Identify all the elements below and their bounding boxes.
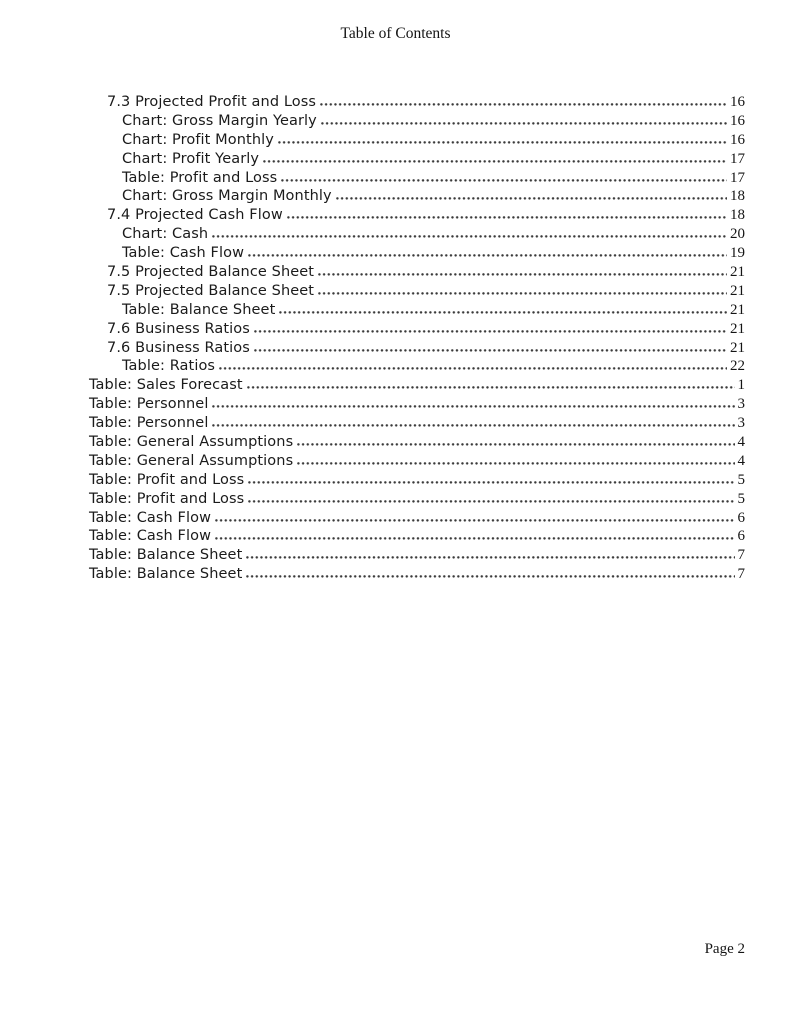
toc-entry-label: 7.6 Business Ratios	[107, 339, 250, 356]
toc-dot-leader	[279, 311, 727, 314]
toc-entry[interactable]	[89, 188, 745, 207]
toc-entry-label: Table: Balance Sheet	[89, 547, 243, 564]
toc-dot-leader	[212, 405, 734, 408]
toc-entry-page: 6	[737, 528, 745, 545]
toc-entry-page: 21	[730, 339, 745, 356]
toc-entry-page: 16	[730, 131, 745, 148]
toc-dot-leader	[297, 462, 734, 465]
toc-entry[interactable]	[89, 302, 745, 321]
toc-entry-page: 3	[737, 396, 745, 413]
toc-entry[interactable]	[89, 283, 745, 302]
toc-entry-page: 19	[730, 245, 745, 262]
toc-entry-page: 17	[730, 169, 745, 186]
toc-entry-page: 4	[737, 434, 745, 451]
toc-entry-page: 1	[737, 377, 745, 394]
toc-entry-page: 5	[737, 471, 745, 488]
toc-entry-label: Chart: Profit Yearly	[122, 150, 260, 167]
toc-entry[interactable]	[89, 547, 745, 566]
toc-entry-label: 7.5 Projected Balance Sheet	[107, 282, 315, 299]
toc-entry-label: Chart: Profit Monthly	[122, 131, 274, 148]
toc-entry-page: 20	[730, 226, 745, 243]
toc-dot-leader	[320, 103, 727, 106]
toc-entry[interactable]	[89, 434, 745, 453]
toc-entry-page: 7	[737, 566, 745, 583]
toc-dot-leader	[318, 273, 727, 276]
toc-dot-leader	[263, 160, 727, 163]
toc-entry-page: 21	[730, 264, 745, 281]
toc-entry-label: Table: Cash Flow	[89, 509, 212, 526]
toc-entry[interactable]	[89, 377, 745, 396]
toc-entry-label: Table: General Assumptions	[89, 452, 294, 469]
toc-entry-page: 16	[730, 112, 745, 129]
toc-dot-leader	[321, 122, 727, 125]
toc-entry-label: Table: Personnel	[89, 415, 209, 432]
toc-entry-page: 5	[737, 490, 745, 507]
toc-entry-label: Table: Ratios	[122, 358, 216, 375]
toc-entry-page: 21	[730, 282, 745, 299]
toc-entry[interactable]	[89, 170, 745, 189]
toc-dot-leader	[246, 556, 734, 559]
toc-entry[interactable]	[89, 321, 745, 340]
toc-entry-page: 6	[737, 509, 745, 526]
toc-dot-leader	[281, 179, 727, 182]
toc-dot-leader	[254, 349, 727, 352]
toc-dot-leader	[248, 481, 734, 484]
toc-entry[interactable]	[89, 415, 745, 434]
toc-dot-leader	[212, 235, 727, 238]
toc-entry[interactable]	[89, 94, 745, 113]
toc-entry[interactable]	[89, 453, 745, 472]
toc-entry-label: Table: Balance Sheet	[89, 566, 243, 583]
toc-entry-page: 18	[730, 207, 745, 224]
toc-dot-leader	[215, 537, 734, 540]
toc-dot-leader	[297, 443, 734, 446]
toc-entry-label: 7.5 Projected Balance Sheet	[107, 264, 315, 281]
toc-entry[interactable]	[89, 528, 745, 547]
toc-dot-leader	[246, 575, 734, 578]
toc-entry-page: 3	[737, 415, 745, 432]
toc-entry-page: 4	[737, 452, 745, 469]
toc-dot-leader	[215, 519, 734, 522]
toc-entry-label: Table: Cash Flow	[122, 245, 245, 262]
toc-entry[interactable]	[89, 566, 745, 585]
toc-entry-label: Table: Personnel	[89, 396, 209, 413]
toc-entry-page: 16	[730, 94, 745, 110]
toc-entry[interactable]	[89, 245, 745, 264]
toc-entry-page: 22	[730, 358, 745, 375]
toc-dot-leader	[287, 216, 727, 219]
page-title: Table of Contents	[340, 25, 451, 42]
toc-entry-label: Chart: Gross Margin Yearly	[122, 112, 317, 129]
toc-entry-label: Table: General Assumptions	[89, 434, 294, 451]
toc-entry-page: 17	[730, 150, 745, 167]
toc-entry[interactable]	[89, 396, 745, 415]
toc-entry[interactable]	[89, 207, 745, 226]
toc-entry-label: Table: Cash Flow	[89, 528, 212, 545]
toc-dot-leader	[219, 367, 727, 370]
toc-dot-leader	[336, 197, 727, 200]
toc-entry-label: 7.4 Projected Cash Flow	[107, 207, 283, 224]
toc-dot-leader	[248, 500, 734, 503]
toc-entry-label: 7.3 Projected Profit and Loss	[107, 94, 317, 110]
toc-dot-leader	[254, 330, 727, 333]
toc-dot-leader	[212, 424, 734, 427]
page-number-footer: Page 2	[704, 941, 745, 957]
toc-entry-label: Chart: Cash	[122, 226, 209, 243]
table-of-contents	[89, 94, 745, 585]
toc-dot-leader	[278, 141, 727, 144]
toc-entry[interactable]	[89, 491, 745, 510]
toc-entry[interactable]	[89, 510, 745, 529]
toc-entry-label: Chart: Gross Margin Monthly	[122, 188, 332, 205]
toc-entry[interactable]	[89, 151, 745, 170]
toc-entry-label: Table: Balance Sheet	[122, 301, 276, 318]
toc-entry-page: 21	[730, 320, 745, 337]
toc-entry[interactable]	[89, 113, 745, 132]
toc-dot-leader	[248, 254, 727, 257]
toc-entry[interactable]	[89, 264, 745, 283]
toc-entry-label: Table: Profit and Loss	[89, 490, 245, 507]
toc-entry-label: Table: Profit and Loss	[89, 471, 245, 488]
toc-dot-leader	[247, 386, 735, 389]
toc-entry-page: 21	[730, 301, 745, 318]
toc-entry[interactable]	[89, 472, 745, 491]
toc-dot-leader	[318, 292, 727, 295]
toc-entry-label: 7.6 Business Ratios	[107, 320, 250, 337]
toc-entry-label: Table: Profit and Loss	[122, 169, 278, 186]
toc-entry[interactable]	[89, 358, 745, 377]
toc-entry[interactable]	[89, 226, 745, 245]
toc-entry-page: 7	[737, 547, 745, 564]
toc-entry[interactable]	[89, 132, 745, 151]
toc-entry-page: 18	[730, 188, 745, 205]
toc-entry[interactable]	[89, 340, 745, 359]
toc-entry-label: Table: Sales Forecast	[89, 377, 243, 394]
